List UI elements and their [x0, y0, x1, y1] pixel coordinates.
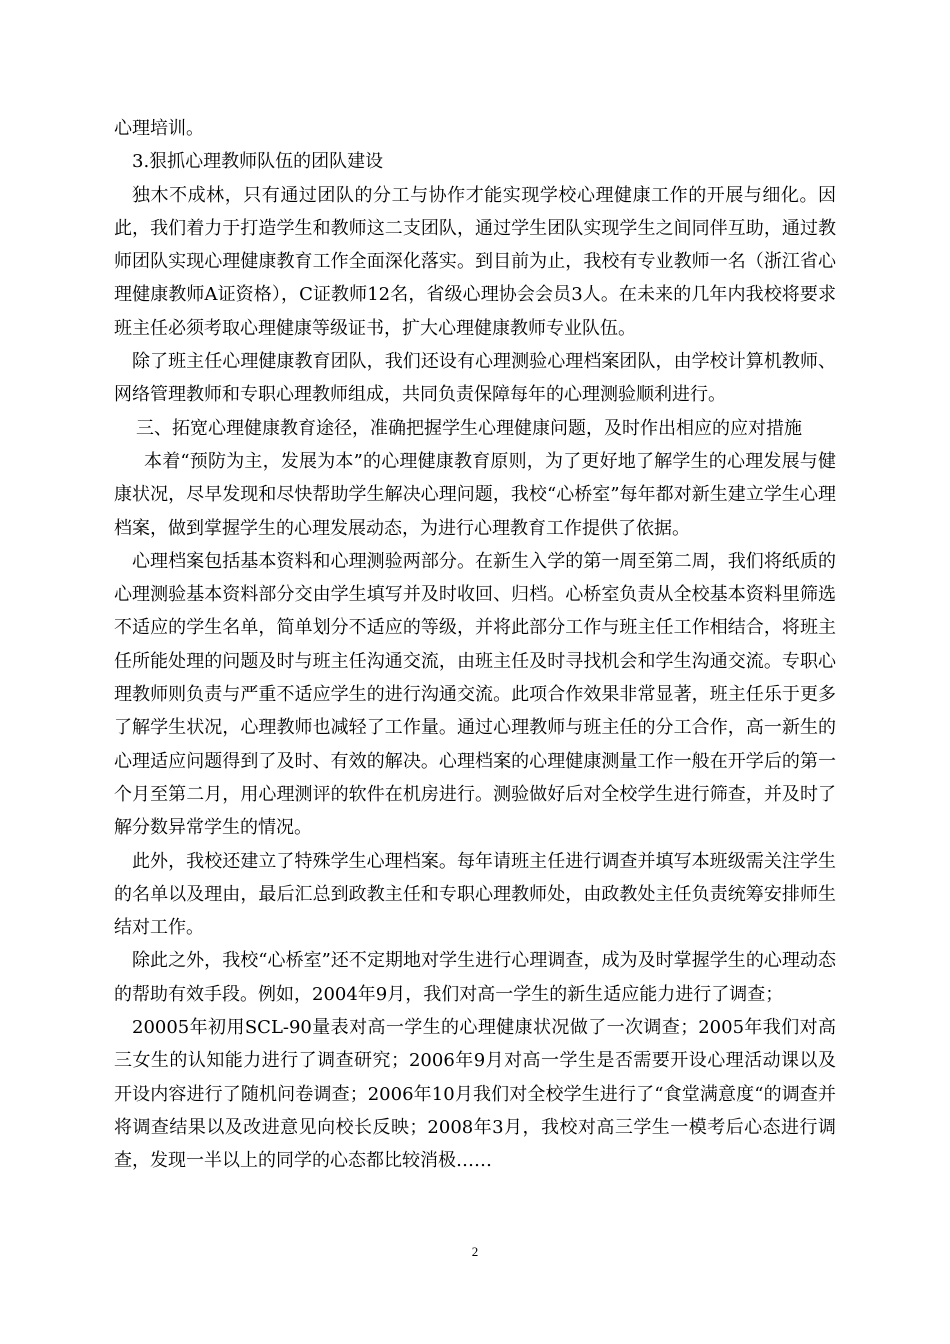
- paragraph-surveys: 除此之外，我校“心桥室”还不定期地对学生进行心理调查，成为及时掌握学生的心理动态的帮助有效手段。例如，2004年9月，我们对高一学生的新生适应能力进行了调查；: [114, 950, 836, 1005]
- paragraph-team-division: 独木不成林，只有通过团队的分工与协作才能实现学校心理健康工作的开展与细化。因此，我们着力于打造学生和教师这二支团队，通过学生团队实现学生之间同伴互助，通过教师团队实现心理健康教育工作全面深化落实。到目前为止，我校有专业教师一名（浙江省心理健康教师A证资格），C证教师12名，省级心理协会会员3人。在未来的几年内我校将要求班主任必须考取心理健康等级证书，扩大心理健康教师专业队伍。: [114, 184, 836, 339]
- paragraph-special-students: 此外，我校还建立了特殊学生心理档案。每年请班主任进行调查并填写本班级需关注学生的名单以及理由，最后汇总到政教主任和专职心理教师处，由政教处主任负责统筹安排师生结对工作。: [114, 850, 836, 939]
- paragraph-testing-team: 除了班主任心理健康教育团队，我们还设有心理测验心理档案团队，由学校计算机教师、网络管理教师和专职心理教师组成，共同负责保障每年的心理测验顺利进行。: [114, 351, 836, 406]
- paragraph-prevention-principle: 本着“预防为主，发展为本”的心理健康教育原则，为了更好地了解学生的心理发展与健康状况，尽早发现和尽快帮助学生解决心理问题，我校“心桥室”每年都对新生建立学生心理档案，做到掌握学生的心理发展动态，为进行心理教育工作提供了依据。: [114, 450, 836, 539]
- section-heading-team-building: 3.狠抓心理教师队伍的团队建设: [132, 151, 384, 173]
- document-body: [114, 112, 836, 1178]
- paragraph-continuation: 心理培训。: [114, 118, 204, 139]
- page-number: 2: [471, 1244, 479, 1259]
- paragraph-survey-list: 20005年初用SCL-90量表对高一学生的心理健康状况做了一次调查；2005年我们对高三女生的认知能力进行了调查研究；2006年9月对高一学生是否需要开设心理活动课以及开设内容进行了随机问卷调查；2006年10月我们对全校学生进行了“食堂满意度“的调查并将调查结果以及改进意见向校长反映；2008年3月，我校对高三学生一模考后心态进行调查，发现一半以上的同学的心态都比较消极……: [114, 1017, 836, 1172]
- paragraph-psych-archive: 心理档案包括基本资料和心理测验两部分。在新生入学的第一周至第二周，我们将纸质的心理测验基本资料部分交由学生填写并及时收回、归档。心桥室负责从全校基本资料里筛选不适应的学生名单，简单划分不适应的等级，并将此部分工作与班主任工作相结合，将班主任所能处理的问题及时与班主任沟通交流，由班主任及时寻找机会和学生沟通交流。专职心理教师则负责与严重不适应学生的进行沟通交流。此项合作效果非常显著，班主任乐于更多了解学生状况，心理教师也减轻了工作量。通过心理教师与班主任的分工合作，高一新生的心理适应问题得到了及时、有效的解决。心理档案的心理健康测量工作一般在开学后的第一个月至第二月，用心理测评的软件在机房进行。测验做好后对全校学生进行筛查，并及时了解分数异常学生的情况。: [114, 550, 836, 839]
- section-heading-three: 三、拓宽心理健康教育途径，准确把握学生心理健康问题，及时作出相应的应对措施: [136, 417, 802, 439]
